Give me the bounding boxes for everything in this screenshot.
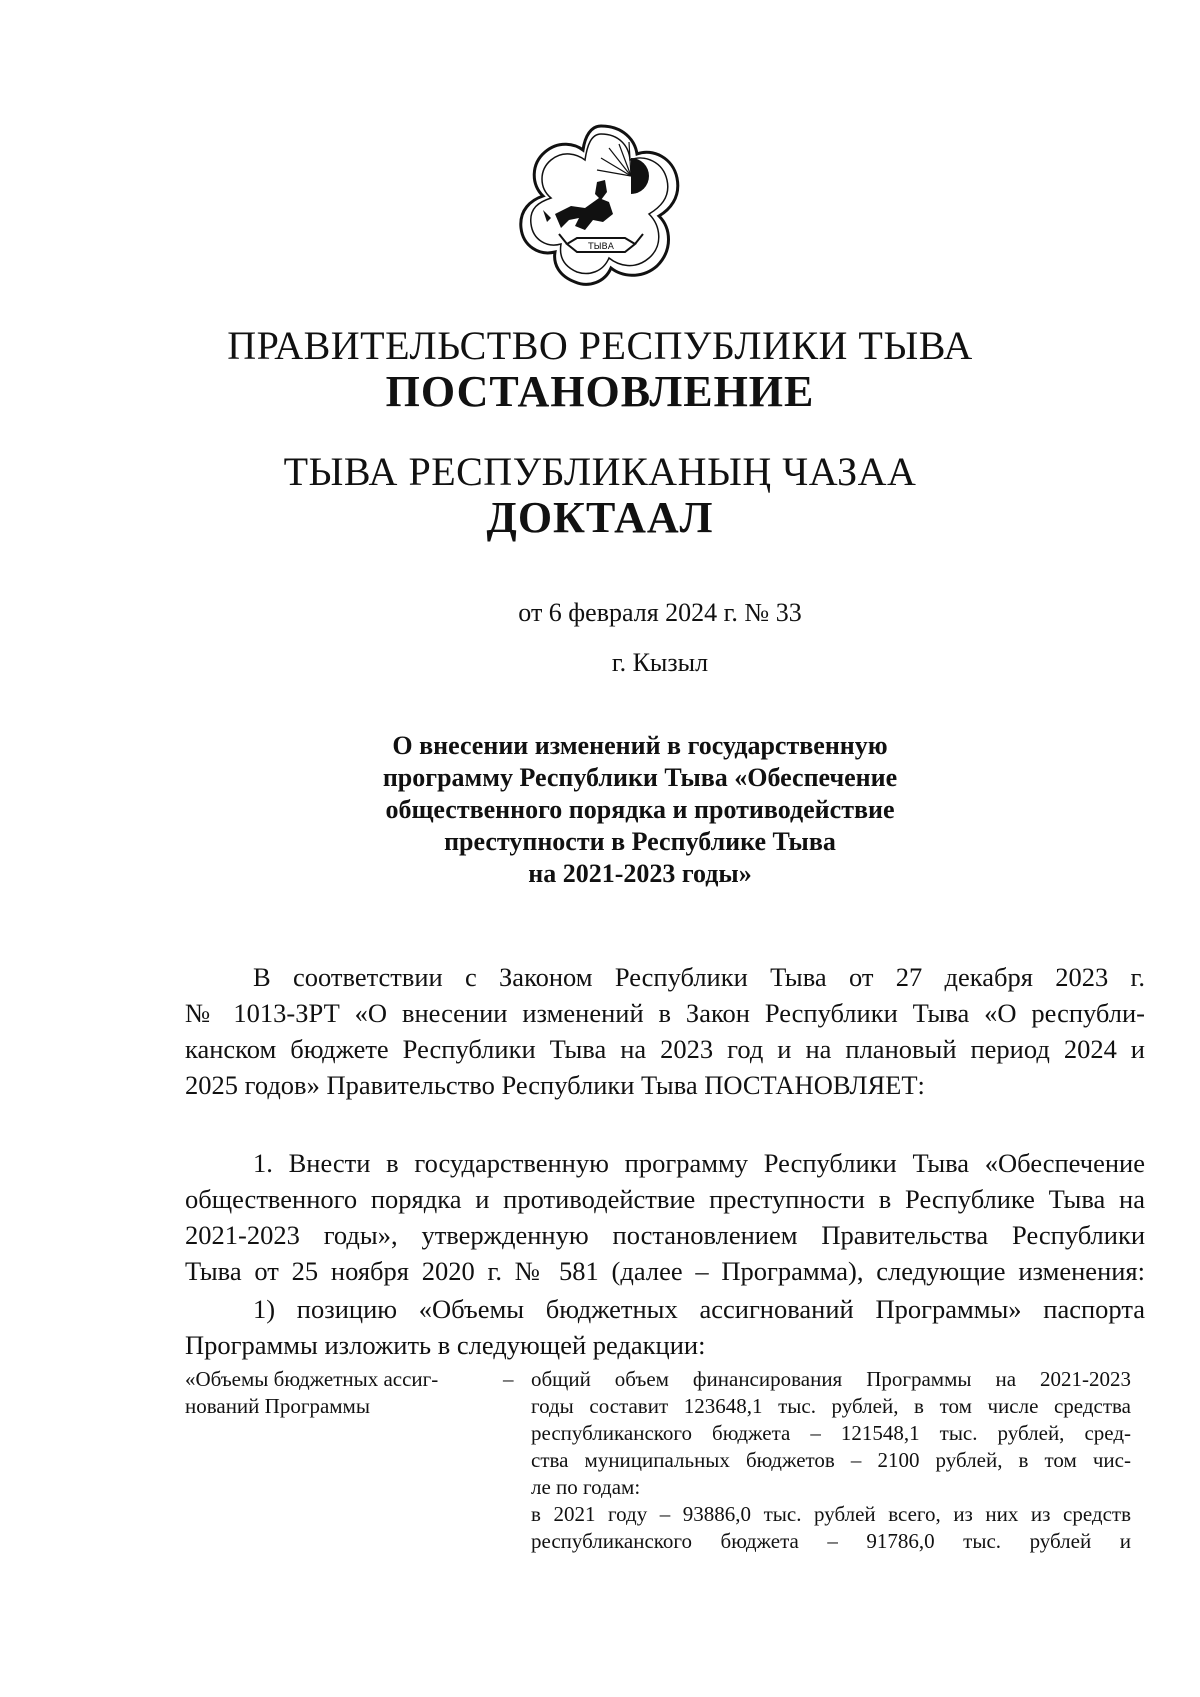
text-line: 1) позицию «Объемы бюджетных ассигнований Программы» паспорта <box>253 1294 1145 1324</box>
government-name-ru: ПРАВИТЕЛЬСТВО РЕСПУБЛИКИ ТЫВА <box>227 323 973 368</box>
table-label-cell <box>185 1366 485 1420</box>
text-line: ле по годам: <box>531 1475 641 1499</box>
document-title <box>360 730 920 890</box>
text-line: ства муниципальных бюджетов – 2100 рублей, в том чис- <box>531 1448 1131 1472</box>
table-value-cell <box>531 1366 1131 1555</box>
paragraph-subitem-1 <box>185 1291 1145 1363</box>
government-name-tv: ТЫВА РЕСПУБЛИКАНЫҢ ЧАЗАА <box>283 449 917 494</box>
table-dash: – <box>503 1367 514 1391</box>
text-line: годы составит 123648,1 тыс. рублей, в том числе средства <box>531 1394 1131 1418</box>
title-line: О внесении изменений в государственную <box>392 731 888 760</box>
text-line: в 2021 году – 93886,0 тыс. рублей всего, из них из средств <box>531 1502 1131 1526</box>
tuva-coat-of-arms-icon <box>513 118 689 294</box>
document-type-ru: ПОСТАНОВЛЕНИЕ <box>385 367 815 416</box>
text-line: 2021-2023 годы», утвержденную постановлением Правительства Республики <box>185 1220 1145 1250</box>
title-line: общественного порядка и противодействие <box>385 795 895 824</box>
text-line: 2025 годов» Правительство Республики Тыва ПОСТАНОВЛЯЕТ: <box>185 1070 925 1100</box>
text-line: «Объемы бюджетных ассиг- <box>185 1367 439 1391</box>
text-line: нований Программы <box>185 1394 370 1418</box>
text-line: 1. Внести в государственную программу Республики Тыва «Обеспечение <box>253 1148 1145 1178</box>
text-line: канском бюджете Республики Тыва на 2023 год и на плановый период 2024 и <box>185 1034 1145 1064</box>
paragraph-preamble <box>185 959 1145 1103</box>
text-line: общий объем финансирования Программы на 2021-2023 <box>531 1367 1131 1391</box>
text-line: республиканского бюджета – 121548,1 тыс. рублей, сред- <box>531 1421 1131 1445</box>
text-line: Тыва от 25 ноября 2020 г. № 581 (далее – Программа), следующие изменения: <box>185 1256 1145 1286</box>
svg-text:ТЫВА: ТЫВА <box>588 242 614 252</box>
document-date: от 6 февраля 2024 г. № 33 <box>518 598 802 627</box>
title-line: программу Республики Тыва «Обеспечение <box>382 763 898 792</box>
text-line: № 1013-ЗРТ «О внесении изменений в Закон Республики Тыва «О республи- <box>185 998 1145 1028</box>
paragraph-item-1 <box>185 1145 1145 1289</box>
text-line: республиканского бюджета – 91786,0 тыс. рублей и <box>531 1529 1131 1553</box>
document-type-tv: ДОКТААЛ <box>486 493 714 542</box>
text-line: Программы изложить в следующей редакции: <box>185 1330 706 1360</box>
document-city: г. Кызыл <box>611 648 709 677</box>
title-line: на 2021-2023 годы» <box>528 859 752 888</box>
text-line: В соответствии с Законом Республики Тыва от 27 декабря 2023 г. <box>253 962 1145 992</box>
text-line: общественного порядка и противодействие преступности в Республике Тыва на <box>185 1184 1145 1214</box>
title-line: преступности в Республике Тыва <box>444 827 836 856</box>
